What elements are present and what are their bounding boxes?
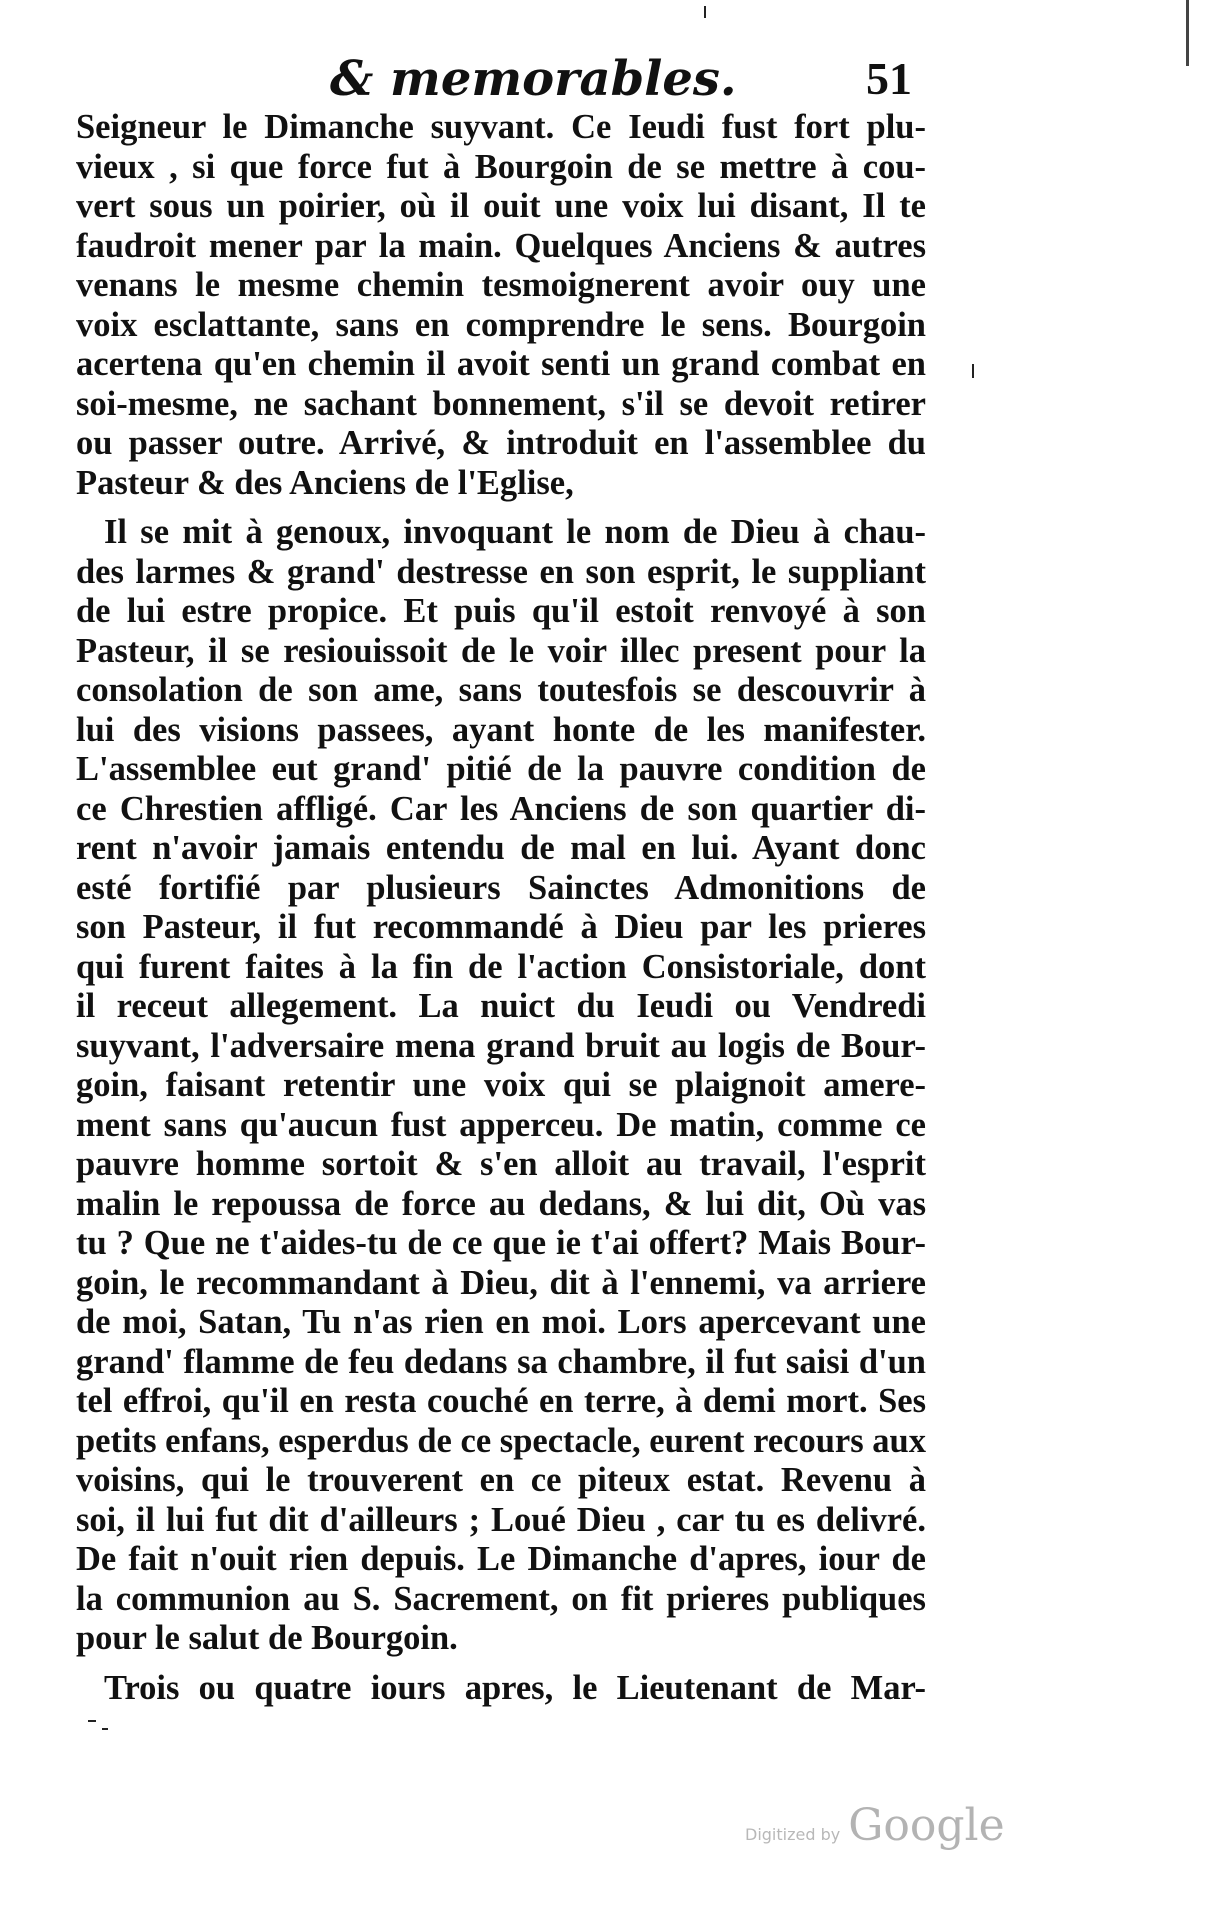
paragraph xyxy=(76,513,926,1659)
watermark-prefix: Digitized by xyxy=(745,1825,841,1844)
paragraph xyxy=(76,108,926,503)
text-line: de lui estre propice. Et puis qu'il estoit renvoyé à son xyxy=(76,592,926,630)
text-line: Seigneur le Dimanche suyvant. Ce Ieudi fust fort plu- xyxy=(76,108,926,146)
text-line: faudroit mener par la main. Quelques Anciens & autres xyxy=(76,226,926,265)
text-line: ment sans qu'aucun fust apperceu. De matin, comme ce xyxy=(76,1105,926,1144)
text-line: la communion au S. Sacrement, on fit prieres publiques xyxy=(76,1579,926,1618)
text-line: Pasteur & des Anciens de l'Eglise, xyxy=(76,463,574,502)
text-line: malin le repoussa de force au dedans, & lui dit, Où vas xyxy=(76,1184,926,1223)
text-line: pauvre homme sortoit & s'en alloit au travail, l'esprit xyxy=(76,1145,926,1183)
paragraph xyxy=(76,1669,926,1709)
text-line: consolation de son ame, sans toutesfois se descouvrir à xyxy=(76,671,926,709)
digitized-watermark xyxy=(745,1800,1005,1860)
text-line: suyvant, l'adversaire mena grand bruit au logis de Bour- xyxy=(76,1026,926,1065)
text-line: grand' flamme de feu dedans sa chambre, il fut saisi d'un xyxy=(76,1342,926,1381)
page-header xyxy=(300,44,920,114)
text-line: Pasteur, il se resiouissoit de le voir illec present pour la xyxy=(76,631,926,670)
text-line: acertena qu'en chemin il avoit senti un grand combat en xyxy=(76,345,926,383)
text-line: goin, faisant retentir une voix qui se plaignoit amere- xyxy=(76,1066,926,1104)
text-line: soi, il lui fut dit d'ailleurs ; Loué Dieu , car tu es delivré. xyxy=(76,1500,926,1539)
text-line: pour le salut de Bourgoin. xyxy=(76,1619,458,1657)
text-line: voisins, qui le trouverent en ce piteux estat. Revenu à xyxy=(76,1461,926,1499)
text-line: vert sous un poirier, où il ouit une voix lui disant, Il te xyxy=(76,187,926,225)
text-line: vieux , si que force fut à Bourgoin de se mettre à cou- xyxy=(76,147,926,186)
google-logo: Google xyxy=(848,1800,1005,1851)
text-line: venans le mesme chemin tesmoignerent avoir ouy une xyxy=(76,266,926,304)
text-line: esté fortifié par plusieurs Sainctes Admonitions de xyxy=(76,868,926,907)
scan-speck xyxy=(972,364,974,378)
text-line: Il se mit à genoux, invoquant le nom de Dieu à chau- xyxy=(104,513,926,551)
body-text xyxy=(76,108,926,1708)
text-line: soi-mesme, ne sachant bonnement, s'il se devoit retirer xyxy=(76,384,926,423)
text-line: voix esclattante, sans en comprendre le sens. Bourgoin xyxy=(76,305,926,344)
text-line: Trois ou quatre iours apres, le Lieutenant de Mar- xyxy=(104,1668,926,1707)
text-line: lui des visions passees, ayant honte de les manifester. xyxy=(76,710,926,749)
scan-speck xyxy=(704,6,706,18)
text-line: goin, le recommandant à Dieu, dit à l'ennemi, va arriere xyxy=(76,1263,926,1302)
text-line: petits enfans, esperdus de ce spectacle, eurent recours aux xyxy=(76,1421,926,1460)
running-head: & memorables. xyxy=(330,51,737,107)
text-line: rent n'avoir jamais entendu de mal en lui. Ayant donc xyxy=(76,829,926,867)
scan-speck xyxy=(102,1728,108,1730)
text-line: tel effroi, qu'il en resta couché en terre, à demi mort. Ses xyxy=(76,1382,926,1420)
scan-speck xyxy=(1186,0,1189,66)
text-line: il receut allegement. La nuict du Ieudi ou Vendredi xyxy=(76,987,926,1025)
page-number: 51 xyxy=(866,53,912,104)
text-line: De fait n'ouit rien depuis. Le Dimanche d'apres, iour de xyxy=(76,1540,926,1578)
text-line: ce Chrestien affligé. Car les Anciens de son quartier di- xyxy=(76,789,926,828)
text-line: ou passer outre. Arrivé, & introduit en l'assemblee du xyxy=(76,424,926,462)
text-line: L'assemblee eut grand' pitié de la pauvre condition de xyxy=(76,750,926,788)
text-line: des larmes & grand' destresse en son esprit, le suppliant xyxy=(76,552,926,591)
text-line: tu ? Que ne t'aides-tu de ce que ie t'ai offert? Mais Bour- xyxy=(76,1224,926,1262)
text-line: de moi, Satan, Tu n'as rien en moi. Lors apercevant une xyxy=(76,1303,926,1341)
text-line: qui furent faites à la fin de l'action Consistoriale, dont xyxy=(76,947,926,986)
text-line: son Pasteur, il fut recommandé à Dieu par les prieres xyxy=(76,908,926,946)
scan-speck xyxy=(88,1720,96,1722)
